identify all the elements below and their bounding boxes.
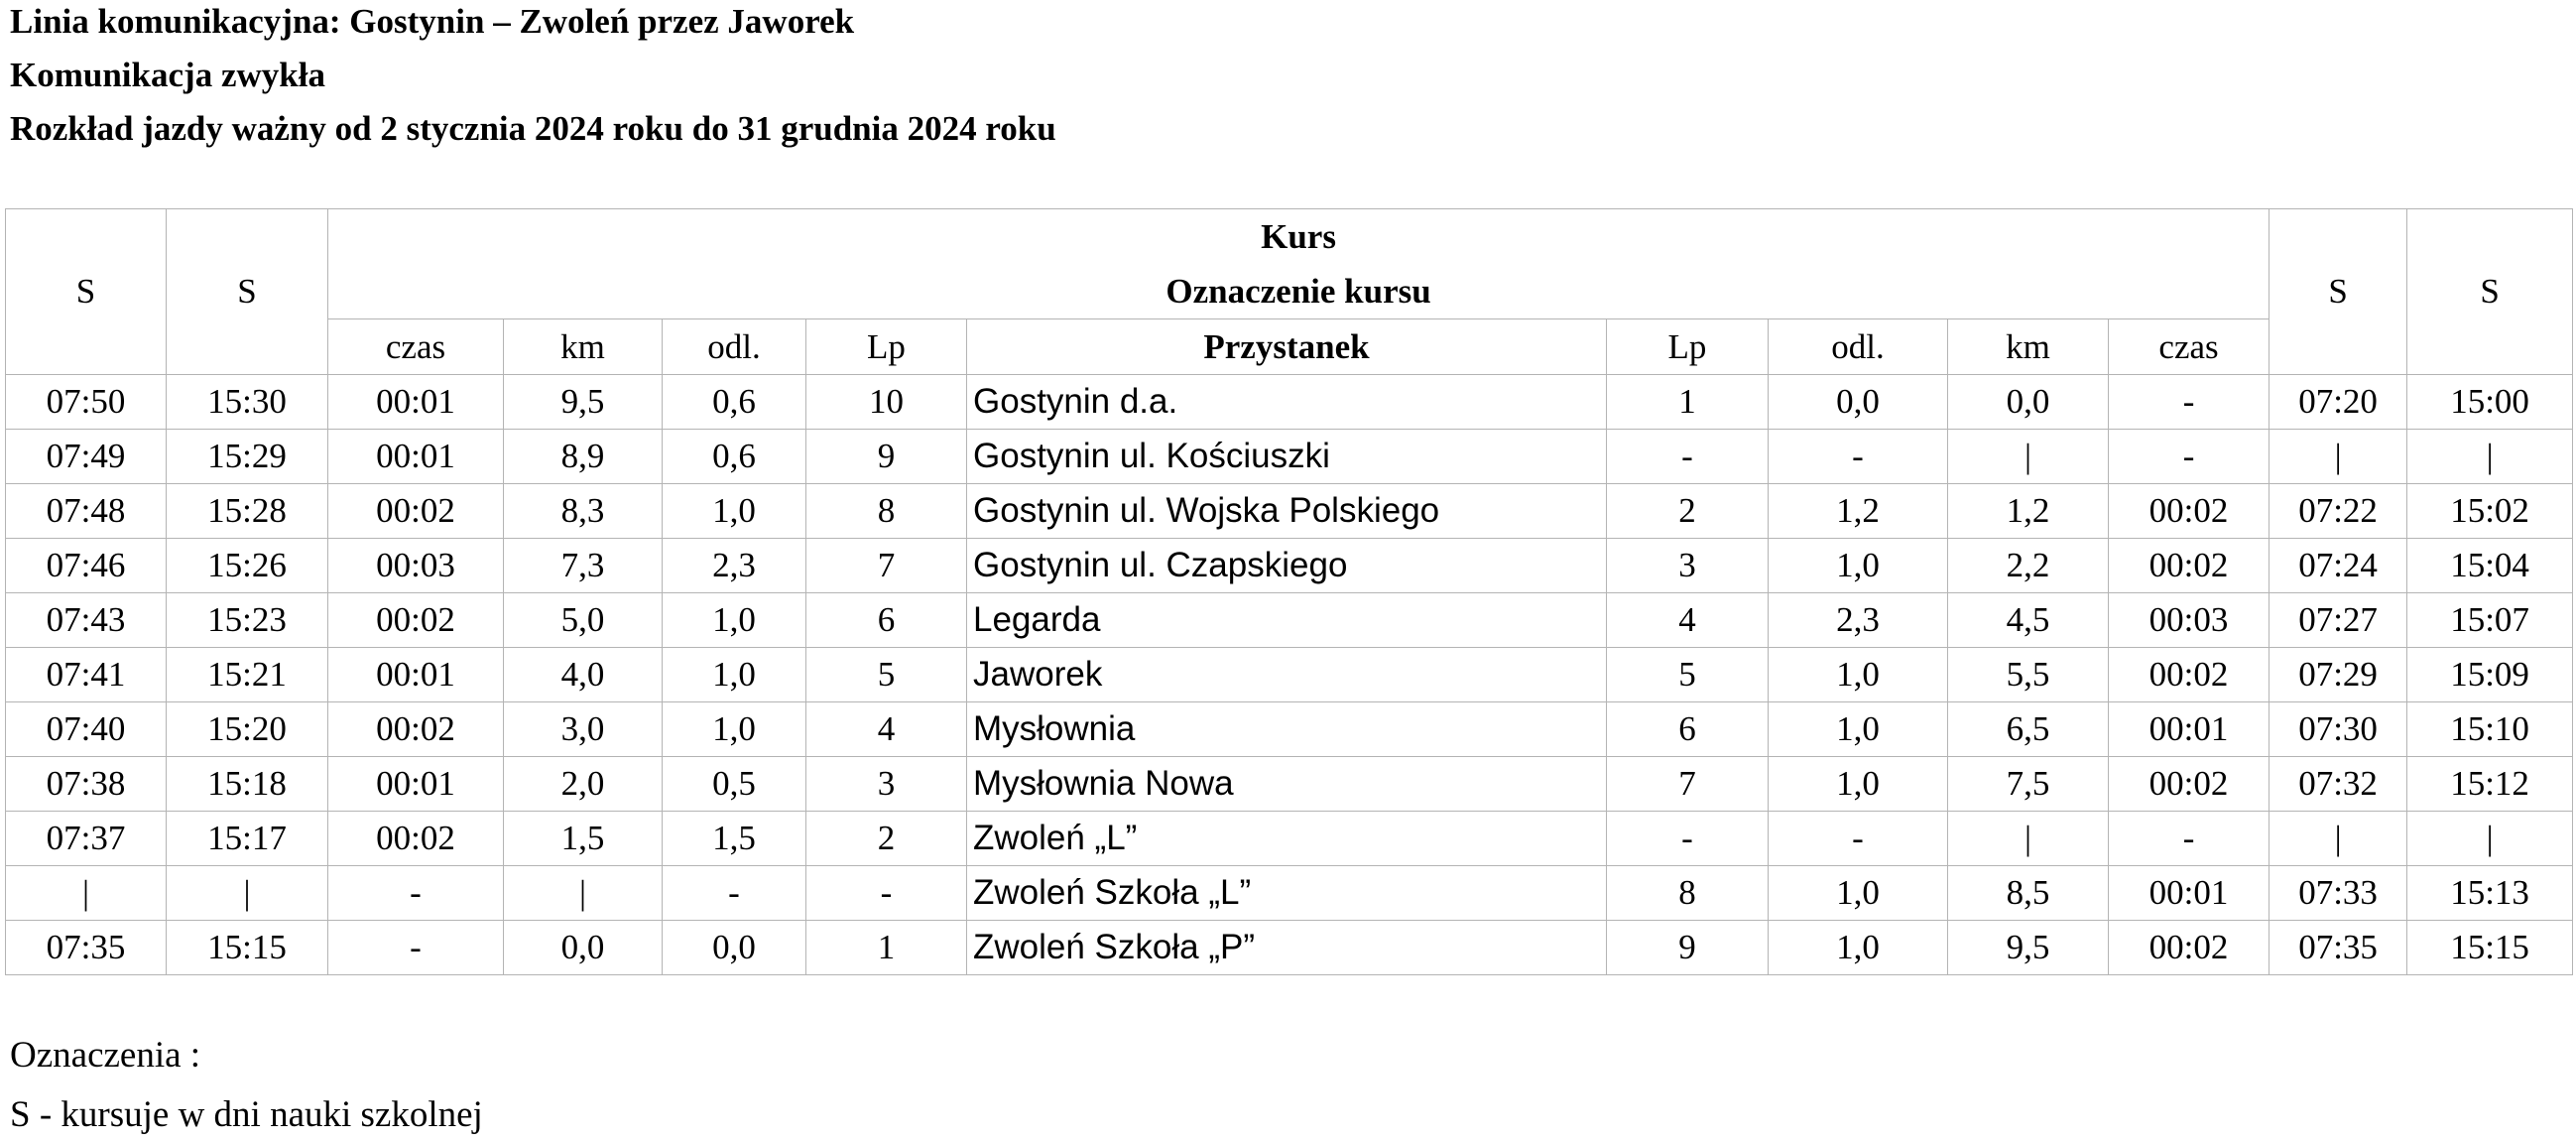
cell-lp-right: 5 xyxy=(1607,648,1769,702)
cell-stop-name: Jaworek xyxy=(967,648,1607,702)
cell-odl-left: 1,0 xyxy=(663,702,806,757)
cell-km-left: 7,3 xyxy=(504,539,663,593)
cell-lp-right: - xyxy=(1607,430,1769,484)
cell-odl-left: 0,6 xyxy=(663,375,806,430)
cell-stop-name: Zwoleń Szkoła „L” xyxy=(967,866,1607,921)
cell-lp-right: 3 xyxy=(1607,539,1769,593)
cell-stop-name: Legarda xyxy=(967,593,1607,648)
table-row xyxy=(6,921,2573,975)
cell-odl-right: 1,0 xyxy=(1769,702,1948,757)
cell-dep-right-2: 15:12 xyxy=(2407,757,2573,812)
cell-dep-right-2: 15:07 xyxy=(2407,593,2573,648)
cell-odl-right: 1,2 xyxy=(1769,484,1948,539)
cell-odl-left: 1,0 xyxy=(663,648,806,702)
cell-odl-right: - xyxy=(1769,430,1948,484)
cell-stop-name: Zwoleń Szkoła „P” xyxy=(967,921,1607,975)
cell-km-left: 1,5 xyxy=(504,812,663,866)
cell-dep-left-2: 15:29 xyxy=(167,430,328,484)
cell-dep-left-1: | xyxy=(6,866,167,921)
cell-dep-left-2: 15:17 xyxy=(167,812,328,866)
cell-lp-right: 8 xyxy=(1607,866,1769,921)
cell-dep-left-1: 07:38 xyxy=(6,757,167,812)
cell-dep-left-2: 15:21 xyxy=(167,648,328,702)
cell-lp-left: 7 xyxy=(806,539,967,593)
left-course-1-header: S xyxy=(6,209,167,375)
cell-dep-right-1: | xyxy=(2269,430,2407,484)
cell-lp-right: 1 xyxy=(1607,375,1769,430)
line-title: Linia komunikacyjna: Gostynin – Zwoleń przez Jaworek xyxy=(10,2,855,41)
kurs-header: Kurs xyxy=(328,209,2269,265)
cell-dep-left-2: 15:30 xyxy=(167,375,328,430)
cell-lp-left: 9 xyxy=(806,430,967,484)
cell-km-left: 9,5 xyxy=(504,375,663,430)
table-row xyxy=(6,648,2573,702)
cell-dep-left-1: 07:48 xyxy=(6,484,167,539)
col-czas-left: czas xyxy=(328,319,504,375)
cell-dep-right-2: 15:10 xyxy=(2407,702,2573,757)
cell-czas-left: 00:01 xyxy=(328,430,504,484)
legend-title: Oznaczenia : xyxy=(10,1035,201,1076)
col-przystanek: Przystanek xyxy=(967,319,1607,375)
cell-odl-left: 1,5 xyxy=(663,812,806,866)
cell-stop-name: Mysłownia xyxy=(967,702,1607,757)
cell-km-right: | xyxy=(1948,430,2109,484)
cell-lp-right: 6 xyxy=(1607,702,1769,757)
cell-czas-left: - xyxy=(328,921,504,975)
cell-km-right: | xyxy=(1948,812,2109,866)
cell-dep-right-1: 07:35 xyxy=(2269,921,2407,975)
cell-dep-right-2: | xyxy=(2407,430,2573,484)
cell-dep-left-1: 07:40 xyxy=(6,702,167,757)
cell-lp-right: 7 xyxy=(1607,757,1769,812)
cell-czas-left: 00:01 xyxy=(328,375,504,430)
cell-czas-left: 00:02 xyxy=(328,702,504,757)
cell-czas-right: 00:01 xyxy=(2109,866,2269,921)
cell-dep-left-2: | xyxy=(167,866,328,921)
cell-dep-right-1: 07:32 xyxy=(2269,757,2407,812)
cell-dep-left-1: 07:49 xyxy=(6,430,167,484)
cell-km-left: 5,0 xyxy=(504,593,663,648)
table-row xyxy=(6,430,2573,484)
cell-dep-right-1: 07:20 xyxy=(2269,375,2407,430)
cell-czas-left: 00:01 xyxy=(328,757,504,812)
cell-dep-left-1: 07:35 xyxy=(6,921,167,975)
table-row xyxy=(6,484,2573,539)
cell-odl-left: 1,0 xyxy=(663,593,806,648)
col-lp-right: Lp xyxy=(1607,319,1769,375)
cell-czas-right: 00:02 xyxy=(2109,921,2269,975)
cell-km-right: 9,5 xyxy=(1948,921,2109,975)
table-row xyxy=(6,375,2573,430)
cell-odl-left: 0,0 xyxy=(663,921,806,975)
cell-odl-right: 1,0 xyxy=(1769,921,1948,975)
cell-lp-left: 3 xyxy=(806,757,967,812)
cell-czas-right: - xyxy=(2109,430,2269,484)
cell-odl-left: 1,0 xyxy=(663,484,806,539)
cell-czas-right: 00:01 xyxy=(2109,702,2269,757)
cell-dep-right-2: 15:04 xyxy=(2407,539,2573,593)
cell-km-right: 6,5 xyxy=(1948,702,2109,757)
cell-km-left: 0,0 xyxy=(504,921,663,975)
cell-stop-name: Gostynin ul. Czapskiego xyxy=(967,539,1607,593)
cell-lp-right: 9 xyxy=(1607,921,1769,975)
cell-odl-right: 2,3 xyxy=(1769,593,1948,648)
cell-dep-left-1: 07:43 xyxy=(6,593,167,648)
cell-km-left: 4,0 xyxy=(504,648,663,702)
cell-dep-right-1: | xyxy=(2269,812,2407,866)
cell-odl-left: - xyxy=(663,866,806,921)
service-type: Komunikacja zwykła xyxy=(10,56,325,94)
table-row xyxy=(6,757,2573,812)
cell-stop-name: Gostynin ul. Wojska Polskiego xyxy=(967,484,1607,539)
cell-km-right: 0,0 xyxy=(1948,375,2109,430)
timetable-body xyxy=(6,375,2573,975)
cell-czas-left: 00:02 xyxy=(328,484,504,539)
cell-czas-right: 00:02 xyxy=(2109,539,2269,593)
cell-czas-right: - xyxy=(2109,375,2269,430)
cell-dep-right-1: 07:29 xyxy=(2269,648,2407,702)
table-row xyxy=(6,702,2573,757)
cell-dep-right-2: 15:02 xyxy=(2407,484,2573,539)
table-row xyxy=(6,812,2573,866)
legend-s-description: S - kursuje w dni nauki szkolnej xyxy=(10,1094,483,1135)
left-course-2-header: S xyxy=(167,209,328,375)
cell-dep-right-1: 07:27 xyxy=(2269,593,2407,648)
cell-odl-right: 0,0 xyxy=(1769,375,1948,430)
cell-odl-right: - xyxy=(1769,812,1948,866)
col-km-left: km xyxy=(504,319,663,375)
cell-odl-right: 1,0 xyxy=(1769,648,1948,702)
cell-km-left: 8,9 xyxy=(504,430,663,484)
cell-czas-right: 00:02 xyxy=(2109,757,2269,812)
cell-odl-left: 0,5 xyxy=(663,757,806,812)
cell-czas-left: 00:02 xyxy=(328,812,504,866)
cell-stop-name: Gostynin d.a. xyxy=(967,375,1607,430)
cell-km-right: 2,2 xyxy=(1948,539,2109,593)
cell-czas-left: - xyxy=(328,866,504,921)
cell-dep-left-2: 15:23 xyxy=(167,593,328,648)
right-course-1-header: S xyxy=(2269,209,2407,375)
cell-dep-left-1: 07:46 xyxy=(6,539,167,593)
cell-dep-left-1: 07:37 xyxy=(6,812,167,866)
col-odl-left: odl. xyxy=(663,319,806,375)
cell-stop-name: Mysłownia Nowa xyxy=(967,757,1607,812)
table-row xyxy=(6,866,2573,921)
cell-dep-right-1: 07:33 xyxy=(2269,866,2407,921)
col-lp-left: Lp xyxy=(806,319,967,375)
cell-dep-right-1: 07:22 xyxy=(2269,484,2407,539)
cell-dep-left-2: 15:18 xyxy=(167,757,328,812)
cell-dep-right-1: 07:24 xyxy=(2269,539,2407,593)
cell-km-right: 5,5 xyxy=(1948,648,2109,702)
cell-czas-right: 00:02 xyxy=(2109,648,2269,702)
cell-odl-left: 0,6 xyxy=(663,430,806,484)
cell-km-left: | xyxy=(504,866,663,921)
cell-lp-left: 5 xyxy=(806,648,967,702)
cell-stop-name: Zwoleń „L” xyxy=(967,812,1607,866)
cell-czas-right: 00:03 xyxy=(2109,593,2269,648)
cell-stop-name: Gostynin ul. Kościuszki xyxy=(967,430,1607,484)
cell-km-right: 1,2 xyxy=(1948,484,2109,539)
validity-period: Rozkład jazdy ważny od 2 stycznia 2024 roku do 31 grudnia 2024 roku xyxy=(10,109,1056,148)
cell-lp-left: - xyxy=(806,866,967,921)
cell-dep-right-2: | xyxy=(2407,812,2573,866)
cell-lp-right: - xyxy=(1607,812,1769,866)
table-row xyxy=(6,539,2573,593)
cell-km-left: 3,0 xyxy=(504,702,663,757)
cell-lp-left: 8 xyxy=(806,484,967,539)
col-czas-right: czas xyxy=(2109,319,2269,375)
cell-km-right: 4,5 xyxy=(1948,593,2109,648)
cell-lp-left: 10 xyxy=(806,375,967,430)
cell-dep-left-2: 15:20 xyxy=(167,702,328,757)
cell-lp-left: 4 xyxy=(806,702,967,757)
cell-dep-left-2: 15:15 xyxy=(167,921,328,975)
cell-czas-right: - xyxy=(2109,812,2269,866)
timetable xyxy=(5,208,2573,975)
cell-lp-right: 4 xyxy=(1607,593,1769,648)
cell-odl-right: 1,0 xyxy=(1769,757,1948,812)
cell-odl-right: 1,0 xyxy=(1769,866,1948,921)
cell-km-right: 8,5 xyxy=(1948,866,2109,921)
cell-czas-right: 00:02 xyxy=(2109,484,2269,539)
cell-dep-right-2: 15:15 xyxy=(2407,921,2573,975)
right-course-2-header: S xyxy=(2407,209,2573,375)
cell-dep-right-2: 15:13 xyxy=(2407,866,2573,921)
cell-dep-left-2: 15:26 xyxy=(167,539,328,593)
cell-dep-left-1: 07:50 xyxy=(6,375,167,430)
table-row xyxy=(6,593,2573,648)
cell-dep-right-2: 15:00 xyxy=(2407,375,2573,430)
cell-lp-right: 2 xyxy=(1607,484,1769,539)
cell-czas-left: 00:02 xyxy=(328,593,504,648)
cell-dep-left-1: 07:41 xyxy=(6,648,167,702)
cell-lp-left: 2 xyxy=(806,812,967,866)
col-odl-right: odl. xyxy=(1769,319,1948,375)
cell-km-right: 7,5 xyxy=(1948,757,2109,812)
cell-lp-left: 6 xyxy=(806,593,967,648)
col-km-right: km xyxy=(1948,319,2109,375)
oznaczenie-kursu-header: Oznaczenie kursu xyxy=(328,264,2269,319)
cell-czas-left: 00:01 xyxy=(328,648,504,702)
cell-km-left: 2,0 xyxy=(504,757,663,812)
cell-odl-right: 1,0 xyxy=(1769,539,1948,593)
cell-km-left: 8,3 xyxy=(504,484,663,539)
cell-dep-right-2: 15:09 xyxy=(2407,648,2573,702)
cell-dep-left-2: 15:28 xyxy=(167,484,328,539)
cell-lp-left: 1 xyxy=(806,921,967,975)
cell-odl-left: 2,3 xyxy=(663,539,806,593)
cell-dep-right-1: 07:30 xyxy=(2269,702,2407,757)
cell-czas-left: 00:03 xyxy=(328,539,504,593)
